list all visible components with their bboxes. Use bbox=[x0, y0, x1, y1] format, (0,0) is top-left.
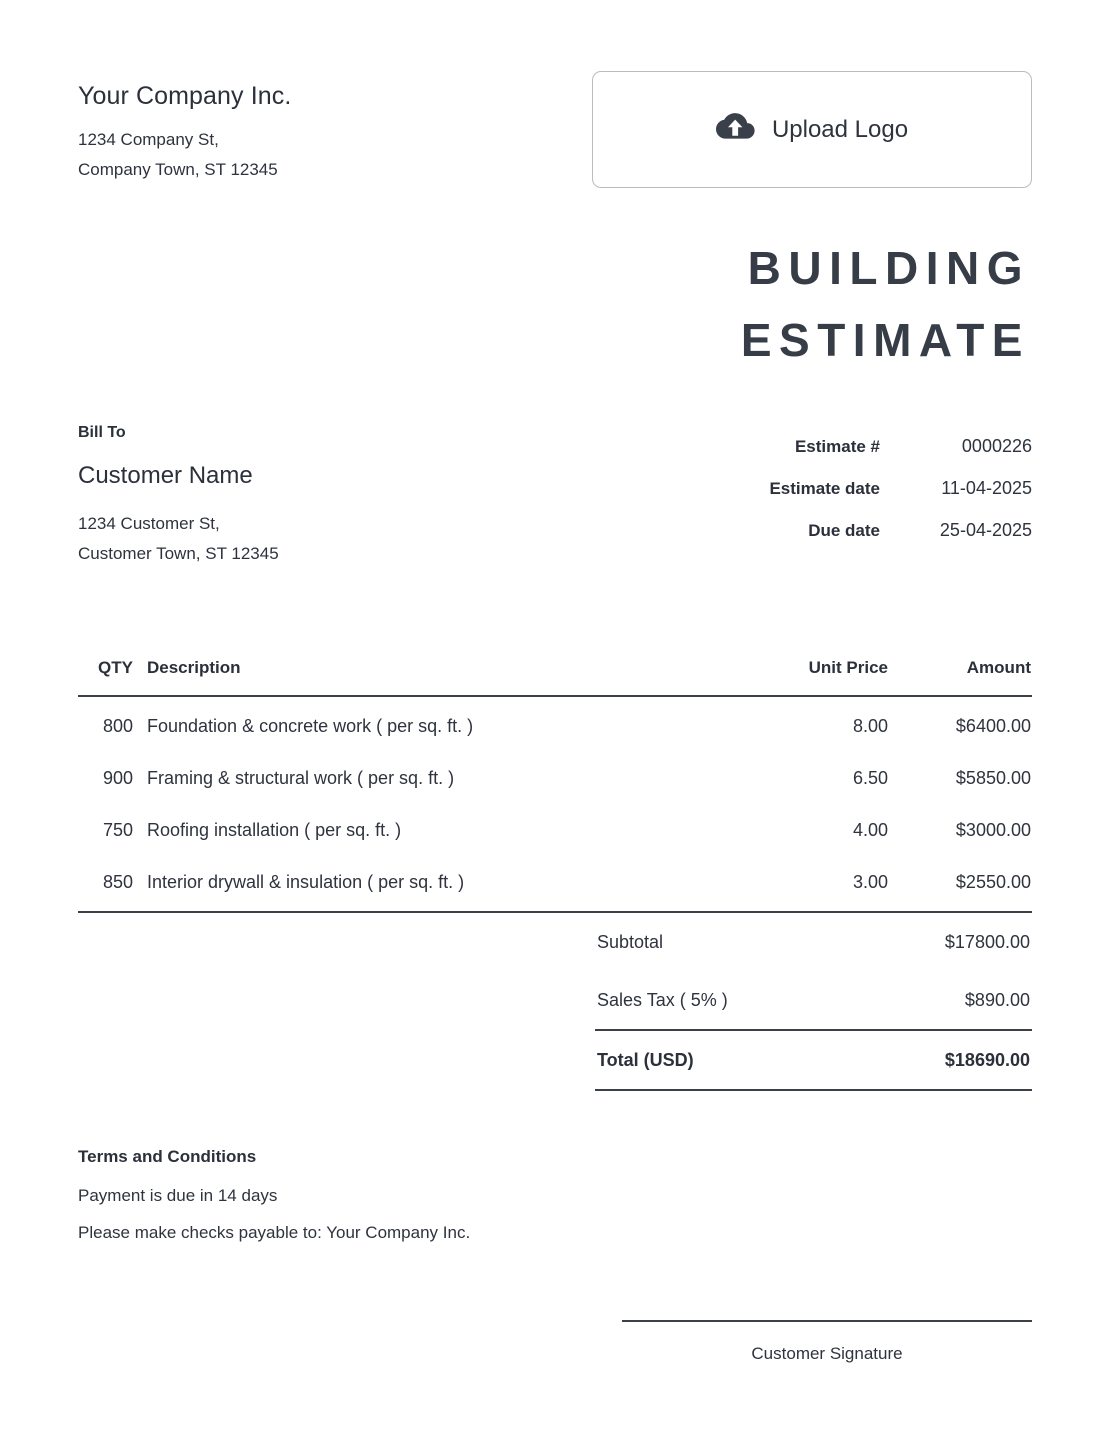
table-row bbox=[78, 749, 1032, 801]
signature-label: Customer Signature bbox=[751, 1344, 903, 1363]
totals-row-subtotal bbox=[595, 913, 1032, 971]
bill-to-block bbox=[78, 424, 279, 569]
table-row bbox=[78, 696, 1032, 749]
customer-address-line2: Customer Town, ST 12345 bbox=[78, 544, 279, 563]
upload-logo-button[interactable] bbox=[592, 71, 1032, 188]
meta-value: 11-04-2025 bbox=[941, 478, 1032, 498]
customer-address-line1: 1234 Customer St, bbox=[78, 514, 220, 533]
cell-unit-price: 3.00 bbox=[759, 853, 889, 912]
total-value: $18690.00 bbox=[944, 1050, 1030, 1070]
signature-block bbox=[622, 1320, 1032, 1364]
totals-row-sales-tax bbox=[595, 971, 1032, 1029]
cell-amount: $3000.00 bbox=[955, 820, 1031, 840]
customer-name: Customer Name bbox=[78, 462, 253, 489]
cell-amount: $5850.00 bbox=[955, 768, 1031, 788]
cell-description: Foundation & concrete work ( per sq. ft. ) bbox=[147, 716, 474, 736]
bill-to-heading: Bill To bbox=[78, 424, 126, 441]
column-header-description: Description bbox=[134, 657, 759, 696]
company-address-line2: Company Town, ST 12345 bbox=[78, 160, 278, 179]
document-title bbox=[78, 232, 1032, 376]
upload-logo-label: Upload Logo bbox=[771, 115, 909, 143]
cell-unit-price: 6.50 bbox=[852, 768, 888, 788]
meta-label: Estimate # bbox=[794, 437, 880, 456]
terms-and-conditions bbox=[78, 1147, 1032, 1243]
meta-value: 25-04-2025 bbox=[939, 520, 1032, 540]
terms-line-1: Payment is due in 14 days bbox=[78, 1186, 278, 1205]
cell-unit-price: 8.00 bbox=[852, 716, 888, 736]
meta-row-estimate-number bbox=[672, 436, 1032, 457]
terms-title: Terms and Conditions bbox=[78, 1147, 257, 1166]
table-row bbox=[78, 801, 1032, 853]
table-header-row bbox=[78, 657, 1032, 696]
table-row bbox=[78, 853, 1032, 912]
document-title-line2: ESTIMATE bbox=[740, 314, 1030, 366]
company-address bbox=[78, 125, 291, 185]
customer-address bbox=[78, 509, 279, 569]
cell-qty: 850 bbox=[78, 853, 134, 912]
sales-tax-value: $890.00 bbox=[964, 990, 1030, 1010]
cell-qty: 750 bbox=[102, 820, 133, 840]
line-items-table bbox=[78, 657, 1032, 913]
cell-amount: $2550.00 bbox=[889, 853, 1032, 912]
cell-unit-price: 4.00 bbox=[852, 820, 888, 840]
cell-description: Interior drywall & insulation ( per sq. ft. ) bbox=[134, 853, 759, 912]
subtotal-value: $17800.00 bbox=[944, 932, 1030, 952]
bill-and-meta-section bbox=[78, 424, 1032, 569]
cell-description: Roofing installation ( per sq. ft. ) bbox=[147, 820, 402, 840]
document-header bbox=[78, 0, 1032, 188]
cell-qty: 900 bbox=[102, 768, 133, 788]
meta-row-due-date bbox=[672, 520, 1032, 541]
company-block bbox=[78, 82, 291, 185]
subtotal-label: Subtotal bbox=[597, 932, 664, 952]
sales-tax-label: Sales Tax ( 5% ) bbox=[597, 990, 728, 1010]
cell-description: Framing & structural work ( per sq. ft. ) bbox=[147, 768, 455, 788]
meta-row-estimate-date bbox=[672, 478, 1032, 499]
column-header-amount: Amount bbox=[889, 657, 1032, 696]
column-header-qty: QTY bbox=[78, 657, 134, 696]
meta-value: 0000226 bbox=[961, 436, 1032, 456]
document-title-line1: BUILDING bbox=[747, 242, 1030, 294]
cell-amount: $6400.00 bbox=[955, 716, 1031, 736]
meta-label: Estimate date bbox=[769, 479, 880, 498]
totals-row-total bbox=[595, 1029, 1032, 1091]
estimate-meta bbox=[672, 436, 1032, 541]
company-name: Your Company Inc. bbox=[78, 82, 292, 110]
terms-line-2: Please make checks payable to: Your Company Inc. bbox=[78, 1223, 471, 1242]
company-address-line1: 1234 Company St, bbox=[78, 130, 219, 149]
meta-label: Due date bbox=[808, 521, 880, 540]
column-header-unit-price: Unit Price bbox=[759, 657, 889, 696]
totals-section bbox=[595, 913, 1032, 1091]
cell-qty: 800 bbox=[102, 716, 133, 736]
cloud-upload-icon bbox=[716, 112, 756, 148]
total-label: Total (USD) bbox=[597, 1050, 694, 1070]
